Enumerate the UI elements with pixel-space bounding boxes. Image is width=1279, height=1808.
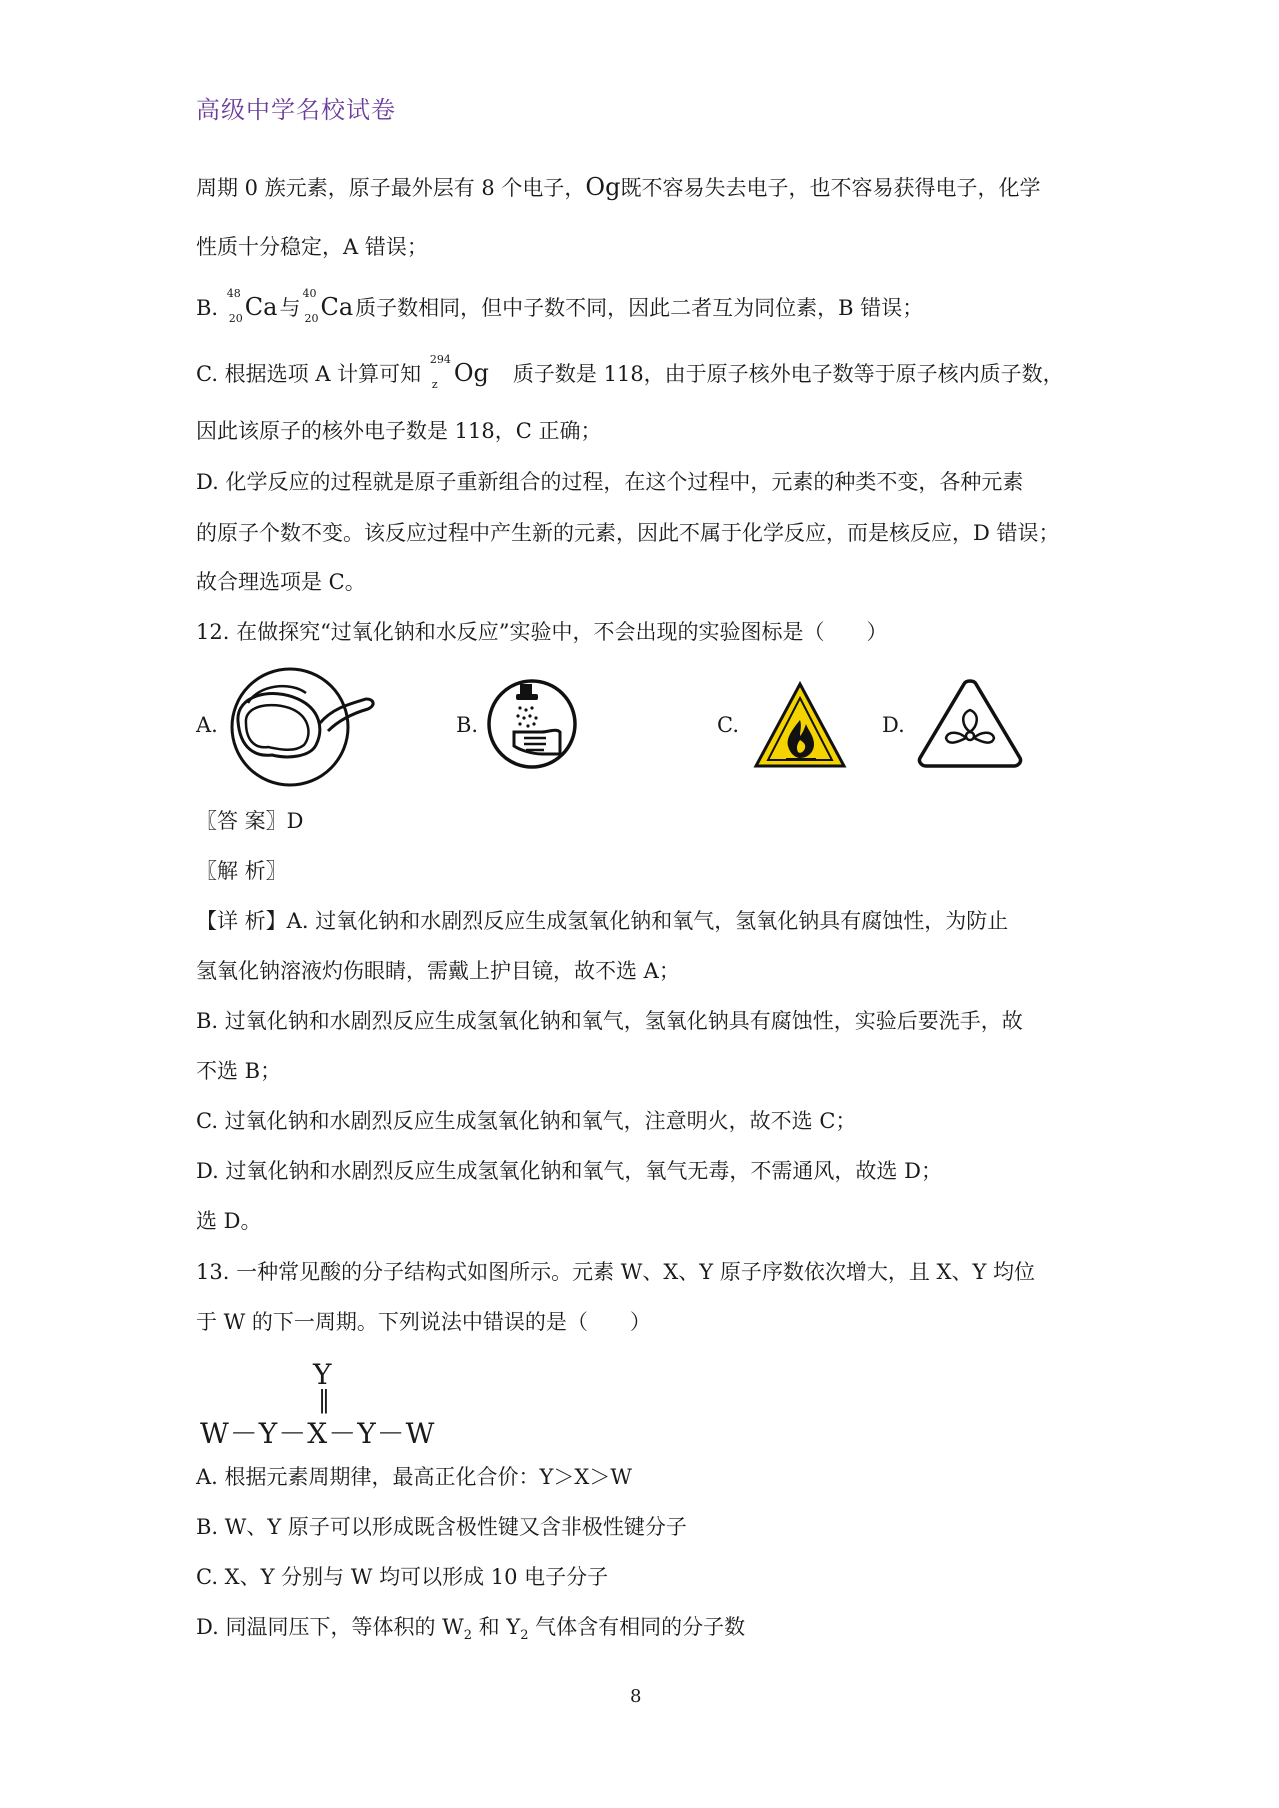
q13-option-b: B. W、Y 原子可以形成既含极性键又含非极性键分子: [196, 1515, 687, 1539]
isotope-ca40: 40 20 Ca: [302, 287, 354, 325]
q12-final: 选 D。: [196, 1209, 262, 1233]
q13-option-d: D. 同温同压下，等体积的 $W_2$ 和 $Y_2$ 气体含有相同的分子数: [196, 1615, 746, 1644]
goggles-icon: [228, 665, 376, 790]
formula-top-atom: Y: [313, 1358, 332, 1391]
q12-option-a-label: A.: [196, 713, 218, 737]
formula-double-bond: ‖: [318, 1386, 330, 1414]
q12-option-b-label: B.: [456, 713, 479, 737]
q11-option-c: C. 根据选项 A 计算可知 294 z Og 质子数是 118，由于原子核外电子数等于原子核内质子数，: [196, 353, 1064, 391]
og-symbol: Og: [585, 173, 621, 201]
q12-detail-b-1: B. 过氧化钠和水剧烈反应生成氢氧化钠和氧气，氢氧化钠具有腐蚀性，实验后要洗手，故: [196, 1009, 1023, 1033]
structural-formula: W－Y－X－Y－W: [200, 1417, 436, 1450]
page-header: 高级中学名校试卷: [196, 96, 396, 124]
q11-option-d-line-2: 的原子个数不变。该反应过程中产生新的元素，因此不属于化学反应，而是核反应，D 错误；: [196, 521, 1060, 545]
hand-wash-icon: [484, 676, 580, 772]
q12-detail-b-2: 不选 B；: [196, 1059, 282, 1083]
q11-option-b: B. 48 20 Ca与 40 20 Ca质子数相同，但中子数不同，因此二者互为同位素，B 错误；: [196, 287, 924, 325]
q12-detail-c: C. 过氧化钠和水剧烈反应生成氢氧化钠和氧气，注意明火，故不选 C；: [196, 1109, 857, 1133]
q11-conclusion: 故合理选项是 C。: [196, 570, 366, 594]
q12-detail-d: D. 过氧化钠和水剧烈反应生成氢氧化钠和氧气，氧气无毒，不需通风，故选 D；: [196, 1159, 942, 1183]
q13-option-c: C. X、Y 分别与 W 均可以形成 10 电子分子: [196, 1565, 609, 1589]
q12-option-c-label: C.: [717, 713, 739, 737]
isotope-ca48: 48 20 Ca: [226, 287, 278, 325]
q13-option-a: A. 根据元素周期律，最高正化合价：Y＞X＞W: [196, 1465, 632, 1489]
q12-option-d-label: D.: [882, 713, 905, 737]
ventilation-fan-icon: [914, 676, 1026, 772]
fire-warning-icon: [752, 680, 848, 772]
q12-answer: 〖答 案〗D: [196, 809, 304, 833]
isotope-og294: 294 z Og: [429, 353, 489, 391]
q12-detail-a-2: 氢氧化钠溶液灼伤眼睛，需戴上护目镜，故不选 A；: [196, 959, 680, 983]
q11-line-2: 性质十分稳定，A 错误；: [196, 235, 428, 259]
q12-analysis: 〖解 析〗: [196, 859, 287, 883]
q12-detail-a-1: 【详 析】A. 过氧化钠和水剧烈反应生成氢氧化钠和氧气，氢氧化钠具有腐蚀性，为防止: [196, 909, 1009, 933]
page-number: 8: [630, 1686, 642, 1707]
q11-line-1: 周期 0 族元素，原子最外层有 8 个电子，Og既不容易失去电子，也不容易获得电子，化学: [196, 173, 1041, 201]
q13-stem-2: 于 W 的下一周期。下列说法中错误的是（ ）: [196, 1310, 651, 1334]
q13-stem-1: 13. 一种常见酸的分子结构式如图所示。元素 W、X、Y 原子序数依次增大，且 X、Y 均位: [196, 1260, 1035, 1284]
q12-stem: 12. 在做探究“过氧化钠和水反应”实验中，不会出现的实验图标是（ ）: [196, 620, 888, 644]
q11-option-d-line-1: D. 化学反应的过程就是原子重新组合的过程，在这个过程中，元素的种类不变，各种元素: [196, 470, 1024, 494]
q11-option-c-line-2: 因此该原子的核外电子数是 118，C 正确；: [196, 419, 602, 443]
